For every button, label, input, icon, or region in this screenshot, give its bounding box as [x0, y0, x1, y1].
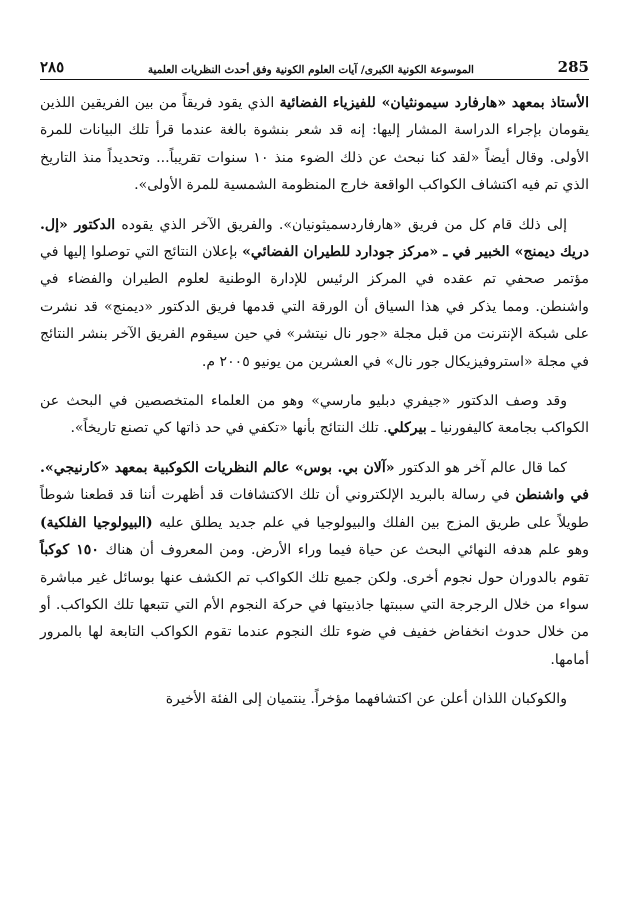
bold-text-run: الأستاذ بمعهد «هارفارد سيمونثيان» للفيزياء الفضائية — [279, 95, 589, 111]
text-run: إلى ذلك قام كل من فريق «هارفاردسميثونيان». والفريق الآخر الذي يقوده — [115, 216, 567, 233]
text-run: تقوم بالدوران حول نجوم أخرى. ولكن جميع تلك الكواكب تم الكشف عنها بوسائل غير مباشرة سواء من خلال الرجرجة التي سببتها جاذبيتها في حركة النجوم الأم التي تتبعها تلك الكواكب. أو من خلال حدوث انخفاض خفيف في ضوء تلك النجوم عندما تقوم الكواكب التابعة لها بالمرور أمامها. — [40, 569, 589, 668]
text-run: بإعلان النتائج التي توصلوا إليها في مؤتمر صحفي تم عقده في المركز الرئيس للإدارة الوطنية لعلوم الطيران والفضاء في واشنطن. ومما يذكر في هذا السياق أن الورقة التي قدمها فريق الدكتور «ديمنج» قد نشرت على شبكة الإنترنت من قبل مجلة «جور نال نيتشر» في حين سيقوم الفريق الآخر بنشر النتائج في مجلة «استروفيزيكال جور نال» في العشرين من يونيو ٢٠٠٥ م. — [40, 244, 589, 370]
paragraph-4 — [40, 455, 589, 674]
text-run: وقد وصف الدكتور «جيفري دبليو مارسي» وهو من العلماء المتخصصين في البحث عن الكواكب بجامعة كاليفورنيا ـ — [40, 393, 589, 437]
bold-text-run: الدكتور «إل. دريك ديمنج» الخبير في ـ «مركز جودارد للطيران الفضائي» — [40, 216, 589, 261]
text-run: . تلك النتائج بأنها «تكفي في حد ذاتها كي تصنع تاريخاً». — [70, 420, 388, 437]
body-text — [40, 90, 589, 726]
text-run: وهو علم هدفه النهائي البحث عن حياة فيما وراء الأرض. ومن المعروف أن هناك — [98, 542, 589, 559]
page-header — [40, 50, 589, 80]
running-title: الموسوعة الكونية الكبرى/ آيات العلوم الكونية وفق أحدث النظريات العلمية — [147, 64, 474, 76]
paragraph-2 — [40, 212, 589, 376]
bold-text-run: بيركلي — [387, 420, 427, 437]
text-run: والكوكبان اللذان أعلن عن اكتشافهما مؤخراً. ينتميان إلى الفئة الأخيرة — [165, 691, 567, 708]
paragraph-1 — [40, 90, 589, 200]
text-run: كما قال عالم آخر هو الدكتور — [394, 459, 567, 476]
page-number-latin: 285 — [557, 58, 589, 76]
page-number-arabic: ٢٨٥ — [40, 58, 65, 76]
bold-text-run: «آلان بي. بوس» عالم النظريات الكوكبية بمعهد «كارنيجي». في واشنطن — [40, 459, 589, 504]
paragraph-3 — [40, 388, 589, 443]
bold-text-run: ١٥٠ كوكباً — [40, 542, 99, 559]
bold-text-run: (البيولوجيا الفلكية) — [40, 514, 153, 531]
text-run: الذي يقود فريقاً من بين الفريقين اللذين يقومان بإجراء الدراسة المشار إليها: إنه قد شعر بنشوة بالغة عندما قرأ تلك البيانات للمرة الأولى. وقال أيضاً «لقد كنا نبحث عن ذلك الضوء منذ ١٠ سنوات تقريباً... وتحديداً منذ التاريخ الذي تم فيه اكتشاف الكواكب الواقعة خارج المنظومة الشمسية للمرة الأولى». — [40, 95, 589, 194]
paragraph-5 — [40, 686, 589, 713]
text-run: في رسالة بالبريد الإلكتروني أن تلك الاكتشافات قد أظهرت أننا قد قطعنا شوطاً طويلاً على طريق المزج بين الفلك والبيولوجيا في علم جديد يطلق عليه — [40, 487, 590, 531]
